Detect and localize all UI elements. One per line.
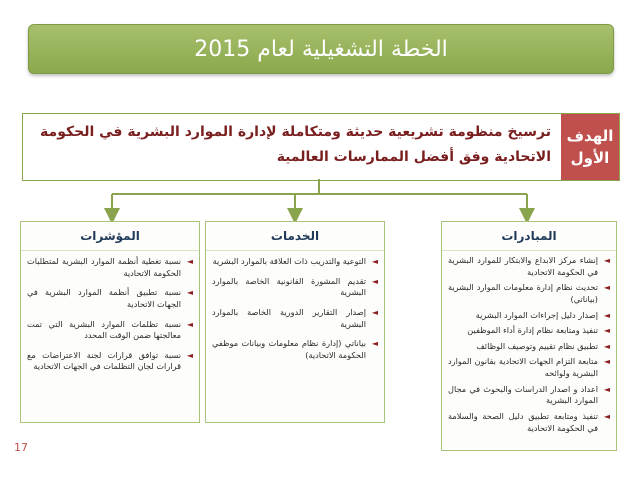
list-item: ◄ بياناتي (إدارة نظام معلومات وبيانات موظفي الحكومة الاتحادية) (212, 338, 378, 361)
list-item: ◄ تنفيذ ومتابعة نظام إدارة أداء الموظفين (448, 325, 610, 337)
page-title-text: الخطة التشغيلية لعام 2015 (194, 36, 448, 62)
list-item: ◄ تنفيذ ومتابعة تطبيق دليل الصحة والسلامة في الحكومة الاتحادية (448, 411, 610, 434)
list-item: ◄ تطبيق نظام تقييم وتوصيف الوظائف (448, 341, 610, 353)
indicators-list (21, 251, 199, 373)
indicators-heading: المؤشرات (21, 222, 199, 251)
list-item: ◄ متابعة التزام الجهات الاتحادية بقانون الموارد البشرية ولوائحه (448, 356, 610, 379)
list-item: ◄ نسبة تطبيق أنظمة الموارد البشرية في الجهات الاتحادية (27, 287, 193, 310)
page-number: 17 (14, 441, 28, 454)
list-item: ◄ تحديث نظام إدارة معلومات الموارد البشرية (بياناتي) (448, 282, 610, 305)
services-column (205, 221, 385, 423)
goal-label (561, 114, 619, 180)
initiatives-list (442, 251, 616, 434)
services-list (206, 251, 384, 361)
initiatives-column (441, 221, 617, 451)
services-heading: الخدمات (206, 222, 384, 251)
goal-label-line1: الهدف (566, 126, 614, 145)
list-item: ◄ اعداد و اصدار الدراسات والبحوث في مجال الموارد البشرية (448, 384, 610, 407)
list-item: ◄ إصدار دليل إجراءات الموارد البشرية (448, 310, 610, 322)
list-item: ◄ إنشاء مركز الابداع والابتكار للموارد البشرية في الحكومة الاتحادية (448, 255, 610, 278)
list-item: ◄ نسبة تظلمات الموارد البشرية التي تمت معالجتها ضمن الوقت المحدد (27, 319, 193, 342)
goal-text: ترسيخ منظومة تشريعية حديثة ومتكاملة لإدارة الموارد البشرية في الحكومة الاتحادية وفق أفضل الممارسات العالمية (40, 124, 551, 165)
goal-box (22, 113, 620, 181)
initiatives-heading: المبادرات (442, 222, 616, 251)
indicators-column (20, 221, 200, 423)
goal-label-line2: الأول (570, 149, 610, 167)
list-item: ◄ إصدار التقارير الدورية الخاصة بالموارد البشرية (212, 307, 378, 330)
connector-lines (0, 178, 638, 222)
list-item: ◄ التوعية والتدريب ذات العلاقة بالموارد البشرية (212, 256, 378, 268)
list-item: ◄ تقديم المشورة القانونية الخاصة بالموارد البشرية (212, 276, 378, 299)
page-title (28, 24, 614, 74)
list-item: ◄ نسبة توافق قرارات لجنة الاعتراضات مع قرارات لجان التظلمات في الجهات الاتحادية (27, 350, 193, 373)
list-item: ◄ نسبة تغطية أنظمة الموارد البشرية لمتطلبات الحكومة الاتحادية (27, 256, 193, 279)
